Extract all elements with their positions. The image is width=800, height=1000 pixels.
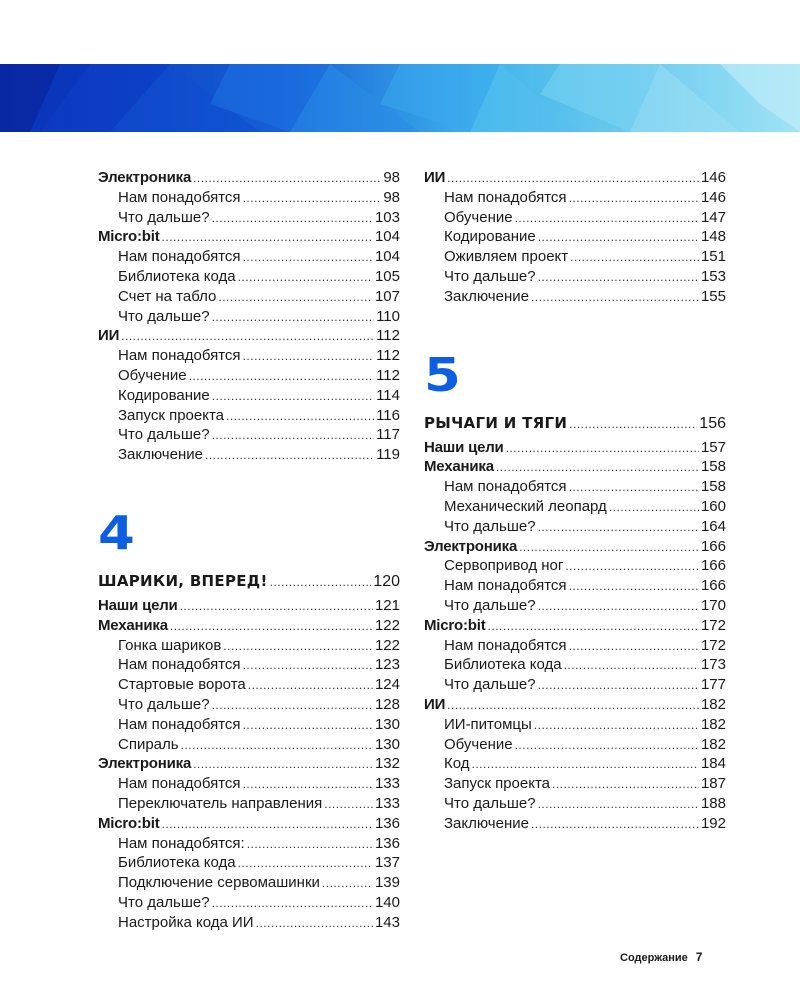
toc-entry-page: 110: [376, 307, 400, 325]
toc-subsection-entry: [98, 287, 400, 307]
toc-section-entry: [98, 814, 400, 834]
toc-subsection-entry: [424, 497, 726, 517]
dot-leader: [538, 795, 699, 815]
toc-section-entry: [424, 438, 726, 458]
toc-entry-page: 166: [700, 577, 726, 595]
dot-leader: [243, 189, 382, 209]
toc-entry-title: Электроника: [98, 755, 192, 773]
toc-entry-title: Что дальше?: [118, 208, 210, 226]
toc-section-entry: [98, 754, 400, 774]
toc-entry-title: ИИ: [98, 327, 120, 345]
dot-leader: [212, 696, 373, 716]
dot-leader: [243, 775, 373, 795]
toc-entry-title: Стартовые ворота: [118, 676, 246, 694]
toc-subsection-entry: [424, 735, 726, 755]
toc-entry-page: 132: [374, 755, 400, 773]
toc-entry-title: Электроника: [424, 537, 518, 555]
toc-entry-page: 98: [383, 169, 400, 186]
toc-entry-page: 130: [374, 715, 400, 733]
chapter-number: 5: [424, 347, 461, 402]
dot-leader: [223, 637, 373, 657]
toc-entry-page: 147: [700, 208, 726, 226]
dot-leader: [238, 854, 373, 874]
toc-subsection-entry: [98, 267, 400, 287]
toc-entry-page: 133: [374, 794, 400, 812]
toc-entry-page: 156: [699, 414, 726, 432]
toc-subsection-entry: [98, 893, 400, 913]
toc-subsection-entry: [424, 754, 726, 774]
toc-section-entry: [98, 596, 400, 616]
toc-entry-title: Электроника: [98, 169, 192, 186]
toc-entry-page: 166: [700, 557, 726, 575]
toc-entry-title: Обучение: [444, 208, 513, 226]
page-number: 7: [695, 950, 703, 964]
toc-entry-page: 160: [700, 497, 726, 515]
toc-subsection-entry: [98, 386, 400, 406]
toc-entry-title: Нам понадобятся:: [118, 834, 245, 852]
toc-subsection-entry: [98, 188, 400, 208]
dot-leader: [538, 518, 699, 538]
toc-entry-title: Механика: [98, 616, 168, 634]
toc-entry-title: Micro:bit: [98, 814, 160, 832]
toc-entry-page: 182: [700, 695, 726, 713]
toc-subsection-entry: [98, 774, 400, 794]
toc-entry-page: 192: [700, 814, 726, 832]
toc-entry-page: 120: [373, 572, 400, 590]
toc-entry-title: Сервопривод ног: [444, 557, 564, 575]
toc-entry-page: 155: [700, 287, 726, 305]
dot-leader: [570, 248, 699, 268]
toc-entry-title: Оживляем проект: [444, 248, 569, 266]
dot-leader: [519, 538, 699, 558]
toc-entry-title: Наши цели: [98, 596, 178, 614]
chapter-number: 4: [98, 505, 135, 560]
toc-subsection-entry: [424, 556, 726, 576]
toc-subsection-entry: [424, 576, 726, 596]
toc-entry-title: Библиотека кода: [118, 267, 236, 285]
dot-leader: [243, 347, 375, 367]
chapter-title-entry: [98, 566, 400, 596]
toc-entry-page: 123: [374, 656, 400, 674]
toc-subsection-entry: [424, 715, 726, 735]
toc-entry-title: Нам понадобятся: [118, 248, 241, 266]
dot-leader: [243, 248, 373, 268]
toc-subsection-entry: [98, 794, 400, 814]
dot-leader: [531, 288, 699, 308]
toc-entry-title: Настройка кода ИИ: [118, 913, 254, 931]
dot-leader: [569, 577, 699, 597]
toc-subsection-entry: [424, 477, 726, 497]
toc-entry-title: Что дальше?: [444, 794, 536, 812]
toc-subsection-entry: [98, 636, 400, 656]
chapter-title-entry: [424, 408, 726, 438]
dot-leader: [189, 367, 374, 387]
toc-entry-title: Спираль: [118, 735, 179, 753]
toc-entry-title: Что дальше?: [444, 267, 536, 285]
toc-entry-page: 112: [376, 327, 400, 345]
dot-leader: [218, 288, 373, 308]
toc-entry-title: Библиотека кода: [444, 656, 562, 674]
toc-entry-title: ИИ-питомцы: [444, 715, 532, 733]
dot-leader: [243, 656, 373, 676]
toc-entry-title: Что дальше?: [118, 893, 210, 911]
toc-entry-page: 122: [374, 616, 400, 634]
dot-leader: [181, 736, 373, 756]
toc-entry-page: 172: [700, 616, 726, 634]
dot-leader: [569, 637, 699, 657]
dot-leader: [193, 169, 381, 189]
toc-entry-page: 116: [376, 406, 400, 424]
dot-leader: [447, 696, 699, 716]
toc-entry-title: Заключение: [118, 446, 203, 464]
toc-entry-title: Нам понадобятся: [118, 715, 241, 733]
dot-leader: [162, 815, 373, 835]
dot-leader: [212, 387, 374, 407]
toc-subsection-entry: [424, 267, 726, 287]
toc-subsection-entry: [98, 873, 400, 893]
toc-entry-page: 172: [700, 636, 726, 654]
dot-leader: [212, 308, 374, 328]
toc-entry-page: 112: [376, 366, 400, 384]
toc-subsection-entry: [424, 774, 726, 794]
dot-leader: [515, 209, 699, 229]
dot-leader: [569, 478, 699, 498]
toc-section-entry: [424, 695, 726, 715]
dot-leader: [472, 755, 699, 775]
toc-entry-page: 136: [374, 814, 400, 832]
toc-entry-title: Что дальше?: [444, 676, 536, 694]
toc-entry-title: Нам понадобятся: [118, 775, 241, 793]
dot-leader: [121, 327, 374, 347]
toc-entry-page: 187: [700, 775, 726, 793]
toc-entry-title: Подключение сервомашинки: [118, 874, 320, 892]
dot-leader: [212, 894, 373, 914]
dot-leader: [569, 189, 699, 209]
toc-entry-page: 157: [700, 438, 726, 456]
toc-subsection-entry: [98, 715, 400, 735]
dot-leader: [324, 795, 373, 815]
toc-entry-page: 104: [374, 248, 400, 266]
toc-entry-page: 146: [700, 169, 726, 186]
toc-entry-page: 143: [374, 913, 400, 931]
toc-entry-page: 153: [700, 267, 726, 285]
toc-subsection-entry: [98, 675, 400, 695]
toc-subsection-entry: [98, 366, 400, 386]
toc-entry-title: Что дальше?: [118, 307, 210, 325]
toc-entry-page: 107: [374, 287, 400, 305]
dot-leader: [248, 676, 373, 696]
toc-subsection-entry: [424, 675, 726, 695]
dot-leader: [569, 409, 697, 439]
dot-leader: [488, 617, 699, 637]
toc-entry-title: Что дальше?: [444, 517, 536, 535]
toc-entry-page: 136: [374, 834, 400, 852]
toc-entry-page: 177: [700, 676, 726, 694]
dot-leader: [270, 567, 372, 597]
dot-leader: [565, 557, 699, 577]
toc-subsection-entry: [98, 913, 400, 933]
toc-entry-title: Наши цели: [424, 438, 504, 456]
dot-leader: [243, 716, 373, 736]
toc-entry-title: Нам понадобятся: [444, 478, 567, 496]
toc-entry-page: 151: [700, 248, 726, 266]
toc-entry-page: 140: [374, 893, 400, 911]
toc-entry-page: 164: [700, 517, 726, 535]
toc-entry-page: 98: [383, 188, 400, 206]
toc-entry-page: 104: [374, 228, 400, 246]
toc-entry-page: 184: [700, 755, 726, 773]
toc-entry-title: Счет на табло: [118, 287, 217, 305]
footer-label: Содержание: [620, 952, 688, 964]
toc-entry-page: 139: [374, 874, 400, 892]
toc-entry-title: Заключение: [444, 287, 529, 305]
page-footer: [620, 950, 740, 964]
toc-entry-page: 133: [374, 775, 400, 793]
toc-subsection-entry: [424, 596, 726, 616]
toc-entry-page: 112: [376, 347, 400, 365]
toc-entry-title: Нам понадобятся: [444, 636, 567, 654]
dot-leader: [564, 656, 699, 676]
toc-entry-title: Что дальше?: [118, 426, 210, 444]
toc-subsection-entry: [98, 834, 400, 854]
toc-entry-title: ИИ: [424, 695, 446, 713]
toc-entry-page: 128: [374, 695, 400, 713]
toc-subsection-entry: [424, 247, 726, 267]
toc-entry-title: ШАРИКИ, ВПЕРЕД!: [98, 571, 268, 590]
toc-section-entry: [424, 457, 726, 477]
toc-entry-title: Запуск проекта: [118, 406, 225, 424]
toc-entry-page: 173: [700, 656, 726, 674]
toc-entry-page: 170: [700, 596, 726, 614]
dot-leader: [531, 815, 699, 835]
toc-subsection-entry: [98, 655, 400, 675]
toc-subsection-entry: [98, 307, 400, 327]
toc-entry-page: 114: [376, 386, 400, 404]
toc-subsection-entry: [98, 735, 400, 755]
toc-entry-title: Кодирование: [444, 228, 536, 246]
toc-entry-title: Код: [444, 755, 470, 773]
toc-section-entry: [98, 616, 400, 636]
dot-leader: [447, 169, 699, 189]
toc-entry-title: Нам понадобятся: [118, 188, 241, 206]
dot-leader: [162, 228, 373, 248]
toc-subsection-entry: [424, 517, 726, 537]
toc-entry-title: Нам понадобятся: [118, 347, 241, 365]
dot-leader: [212, 426, 374, 446]
dot-leader: [170, 617, 373, 637]
toc-section-entry: [98, 326, 400, 346]
toc-entry-page: 166: [700, 537, 726, 555]
toc-entry-title: Нам понадобятся: [118, 656, 241, 674]
toc-right-column: [424, 168, 726, 834]
toc-section-entry: [424, 537, 726, 557]
toc-subsection-entry: [424, 208, 726, 228]
dot-leader: [534, 716, 699, 736]
toc-subsection-entry: [424, 794, 726, 814]
toc-section-entry: [424, 168, 726, 188]
toc-entry-title: ИИ: [424, 169, 446, 186]
toc-subsection-entry: [424, 287, 726, 307]
toc-entry-page: 124: [374, 676, 400, 694]
toc-entry-page: 137: [374, 854, 400, 872]
toc-entry-title: РЫЧАГИ И ТЯГИ: [424, 413, 568, 432]
toc-entry-page: 121: [374, 596, 400, 614]
toc-entry-title: Переключатель направления: [118, 794, 323, 812]
dot-leader: [552, 775, 699, 795]
toc-left-column: [98, 168, 400, 933]
toc-entry-page: 182: [700, 715, 726, 733]
toc-section-entry: [98, 168, 400, 188]
toc-entry-page: 130: [374, 735, 400, 753]
toc-entry-page: 117: [376, 426, 400, 444]
toc-entry-title: Запуск проекта: [444, 775, 551, 793]
dot-leader: [212, 209, 373, 229]
toc-subsection-entry: [98, 695, 400, 715]
dot-leader: [538, 228, 699, 248]
dot-leader: [180, 597, 373, 617]
toc-subsection-entry: [424, 227, 726, 247]
dot-leader: [247, 835, 373, 855]
toc-entry-page: 148: [700, 228, 726, 246]
dot-leader: [256, 914, 373, 934]
toc-subsection-entry: [98, 445, 400, 465]
toc-subsection-entry: [98, 425, 400, 445]
toc-subsection-entry: [424, 188, 726, 208]
toc-entry-title: Micro:bit: [424, 616, 486, 634]
toc-subsection-entry: [98, 247, 400, 267]
toc-subsection-entry: [424, 636, 726, 656]
toc-entry-title: Micro:bit: [98, 228, 160, 246]
toc-section-entry: [98, 227, 400, 247]
toc-entry-title: Гонка шариков: [118, 636, 222, 654]
toc-entry-title: Обучение: [118, 366, 187, 384]
dot-leader: [322, 874, 373, 894]
header-banner: [0, 64, 800, 132]
toc-entry-title: Что дальше?: [444, 596, 536, 614]
toc-entry-title: Обучение: [444, 735, 513, 753]
toc-entry-title: Нам понадобятся: [444, 188, 567, 206]
toc-subsection-entry: [98, 853, 400, 873]
dot-leader: [496, 458, 699, 478]
dot-leader: [205, 446, 374, 466]
toc-section-entry: [424, 616, 726, 636]
toc-entry-page: 119: [376, 446, 400, 464]
toc-subsection-entry: [424, 814, 726, 834]
toc-subsection-entry: [98, 346, 400, 366]
dot-leader: [238, 268, 373, 288]
toc-subsection-entry: [98, 208, 400, 228]
dot-leader: [226, 407, 374, 427]
dot-leader: [538, 597, 699, 617]
toc-entry-title: Механика: [424, 458, 494, 476]
toc-entry-title: Что дальше?: [118, 695, 210, 713]
toc-entry-page: 122: [374, 636, 400, 654]
toc-subsection-entry: [424, 655, 726, 675]
toc-entry-title: Библиотека кода: [118, 854, 236, 872]
toc-subsection-entry: [98, 406, 400, 426]
toc-entry-page: 105: [374, 267, 400, 285]
toc-entry-page: 188: [700, 794, 726, 812]
dot-leader: [538, 268, 699, 288]
dot-leader: [506, 439, 699, 459]
toc-entry-title: Нам понадобятся: [444, 577, 567, 595]
dot-leader: [609, 498, 699, 518]
toc-entry-page: 158: [700, 478, 726, 496]
toc-entry-title: Механический леопард: [444, 497, 607, 515]
toc-entry-page: 158: [700, 458, 726, 476]
toc-entry-page: 182: [700, 735, 726, 753]
toc-entry-title: Заключение: [444, 814, 529, 832]
dot-leader: [193, 755, 373, 775]
toc-entry-page: 146: [700, 188, 726, 206]
toc-entry-title: Кодирование: [118, 386, 210, 404]
toc-entry-page: 103: [374, 208, 400, 226]
dot-leader: [515, 736, 699, 756]
dot-leader: [538, 676, 699, 696]
